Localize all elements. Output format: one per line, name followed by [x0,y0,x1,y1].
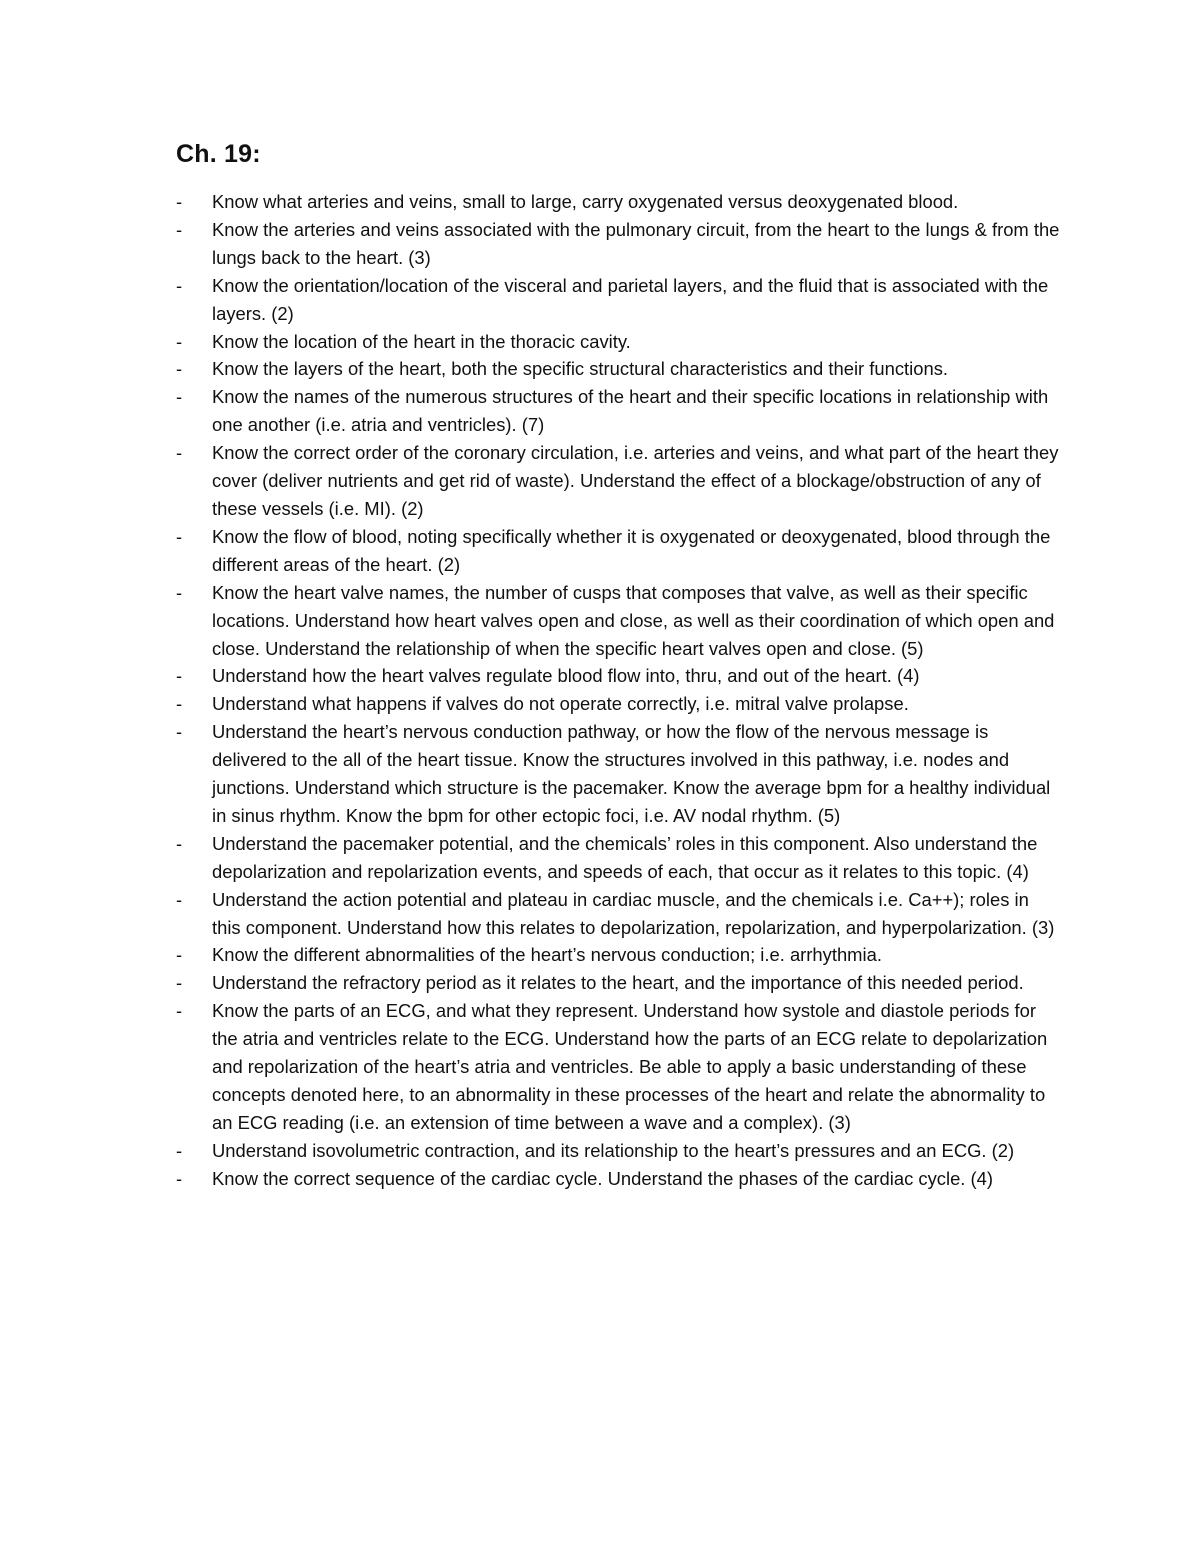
list-item [0,997,1200,1137]
list-item-text: Understand the action potential and plateau in cardiac muscle, and the chemicals i.e. Ca++); roles in this component. Understand how this relates to depolarization, repolarization, and hyperpolarization. (3) [212,888,1055,938]
bullet-dash: - [176,665,183,687]
list-item-text: Know the location of the heart in the thoracic cavity. [212,330,631,352]
list-item-text: Know the orientation/location of the visceral and parietal layers, and the fluid that is associated with the layers. (2) [212,274,1049,324]
list-item [0,830,1200,886]
bullet-dash: - [176,1167,183,1189]
list-item-text: Know the correct order of the coronary circulation, i.e. arteries and veins, and what part of the heart they cover (deliver nutrients and get rid of waste). Understand the effect of a blockage/obstruction of any of these vessels (i.e. MI). (2) [212,442,1059,519]
list-item [0,523,1200,579]
bullet-dash: - [176,581,183,603]
list-item [0,886,1200,942]
bullet-dash: - [176,386,183,408]
list-item [0,718,1200,830]
list-item [0,969,1200,997]
list-item-text: Know what arteries and veins, small to large, carry oxygenated versus deoxygenated blood. [212,191,959,212]
list-item [0,1165,1200,1193]
bullet-dash: - [176,972,183,994]
list-item [0,188,1200,216]
bullet-dash: - [176,693,183,715]
bullet-dash: - [176,358,183,380]
bullet-dash: - [176,218,183,240]
bullet-dash: - [176,525,183,547]
list-item [0,690,1200,718]
list-item [0,355,1200,383]
list-item [0,328,1200,356]
bullet-dash: - [176,888,183,910]
list-item [0,439,1200,523]
list-item-text: Understand how the heart valves regulate blood flow into, thru, and out of the heart. (4) [212,665,920,687]
bullet-dash: - [176,721,183,743]
list-item [0,941,1200,969]
list-item-text: Know the heart valve names, the number of cusps that composes that valve, as well as their specific locations. Understand how heart valves open and close, as well as their coordination of which open and close. Understand the relationship of when the specific heart valves open and close. (5) [212,581,1055,659]
bullet-dash: - [176,191,183,212]
list-item-text: Know the parts of an ECG, and what they represent. Understand how systole and diastole periods for the atria and ventricles relate to the ECG. Understand how the parts of an ECG relate to depolarization and repolarization of the heart’s atria and ventricles. Be able to apply a basic understanding of these concepts denoted here, to an abnormality in these processes of the heart and relate the abnormality to an ECG reading (i.e. an extension of time between a wave and a complex). (3) [212,1000,1048,1133]
list-item [0,272,1200,328]
list-item [0,579,1200,663]
list-item-text: Understand isovolumetric contraction, and its relationship to the heart’s pressures and an ECG. (2) [212,1139,1015,1161]
bullet-dash: - [176,944,183,966]
list-item [0,1137,1200,1165]
list-item [0,662,1200,690]
list-item-text: Know the layers of the heart, both the specific structural characteristics and their functions. [212,358,948,380]
list-item-text: Know the flow of blood, noting specifically whether it is oxygenated or deoxygenated, blood through the different areas of the heart. (2) [212,525,1051,575]
bullet-dash: - [176,274,183,296]
list-item [0,383,1200,439]
list-item [0,216,1200,272]
list-item-text: Know the correct sequence of the cardiac cycle. Understand the phases of the cardiac cycle. (4) [212,1167,993,1189]
list-item-text: Understand what happens if valves do not operate correctly, i.e. mitral valve prolapse. [212,693,909,715]
chapter-heading: Ch. 19: [176,140,261,168]
list-item-text: Understand the refractory period as it relates to the heart, and the importance of this needed period. [212,972,1024,994]
bullet-dash: - [176,1139,183,1161]
list-item-text: Know the arteries and veins associated with the pulmonary circuit, from the heart to the lungs & from the lungs back to the heart. (3) [212,218,1060,268]
list-item-text: Know the names of the numerous structures of the heart and their specific locations in relationship with one another (i.e. atria and ventricles). (7) [212,386,1049,436]
list-item-text: Know the different abnormalities of the heart’s nervous conduction; i.e. arrhythmia. [212,944,882,966]
list-item-text: Understand the heart’s nervous conduction pathway, or how the flow of the nervous message is delivered to the all of the heart tissue. Know the structures involved in this pathway, i.e. nodes and junctions. Understand which structure is the pacemaker. Know the average bpm for a healthy individual in sinus rhythm. Know the bpm for other ectopic foci, i.e. AV nodal rhythm. (5) [212,721,1051,826]
bullet-dash: - [176,442,183,464]
study-guide-list [0,188,1200,1193]
bullet-dash: - [176,330,183,352]
list-item-text: Understand the pacemaker potential, and the chemicals’ roles in this component. Also understand the depolarization and repolarization events, and speeds of each, that occur as it relates to this topic. (4) [212,832,1038,882]
bullet-dash: - [176,832,183,854]
bullet-dash: - [176,1000,183,1022]
